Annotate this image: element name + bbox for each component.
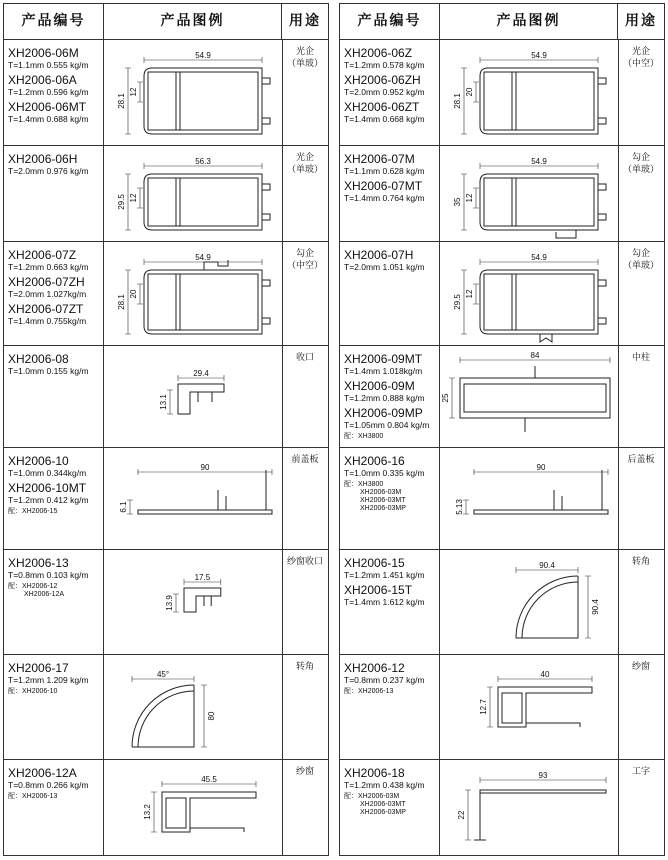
product-code: XH2006-07Z: [8, 248, 77, 262]
product-spec: T=1.2mm 0.596 kg/m: [8, 87, 89, 97]
product-code: XH2006-06A: [8, 73, 77, 87]
profile-drawing: [440, 760, 618, 856]
product-code: XH2006-12: [344, 661, 405, 675]
use-label: 后盖板: [627, 455, 655, 465]
profile-outline: [460, 366, 610, 432]
use-label: 光企: [295, 47, 314, 57]
dimension-label: 20: [129, 289, 138, 299]
use-label: 光企: [631, 47, 650, 57]
dimension-label: 54.9: [531, 253, 547, 262]
dimension-label: 29.4: [193, 369, 209, 378]
use-label: 工字: [631, 767, 650, 777]
product-spec: T=1.2mm 0.888 kg/m: [344, 393, 425, 403]
product-code-cell: [4, 346, 104, 447]
product-spec: T=2.0mm 0.952 kg/m: [344, 87, 425, 97]
use-cell: [282, 40, 328, 145]
product-row: [4, 345, 328, 447]
product-code: XH2006-07M: [344, 152, 415, 166]
product-drawing-cell: [104, 448, 283, 549]
product-spec: T=2.0mm 1.027kg/m: [8, 289, 87, 299]
product-drawing-cell: [440, 655, 619, 759]
product-code: XH2006-06M: [8, 46, 79, 60]
product-code: XH2006-06H: [8, 152, 78, 166]
dimension-label: 28.1: [117, 294, 126, 310]
product-row: [4, 654, 328, 759]
use-cell: [282, 146, 328, 241]
product-drawing-cell: [104, 655, 283, 759]
compatible-note: XH2006-03MT: [360, 801, 406, 808]
use-cell: [618, 242, 664, 345]
use-cell: [282, 760, 328, 855]
use-label: 前盖板: [291, 455, 319, 465]
product-code: XH2006-09M: [344, 379, 415, 393]
product-code: XH2006-06ZH: [344, 73, 421, 87]
product-drawing-cell: [104, 40, 283, 145]
product-code: XH2006-06ZT: [344, 100, 420, 114]
dimension-label: 13.2: [143, 804, 152, 820]
product-code-cell: [340, 760, 440, 855]
product-code: XH2006-10: [8, 454, 69, 468]
profile-outline: [144, 68, 270, 134]
product-spec: T=1.4mm 1.018kg/m: [344, 366, 423, 376]
product-spec: T=1.2mm 1.209 kg/m: [8, 675, 89, 685]
dimension-label: 40: [540, 670, 550, 679]
profile-outline: [178, 384, 224, 414]
product-code-cell: [340, 448, 440, 549]
dimension-label: 84: [530, 351, 540, 360]
profile-outline: [138, 470, 272, 514]
profile-outline: [516, 576, 578, 638]
product-code: XH2006-07ZH: [8, 275, 85, 289]
use-cell: [618, 760, 664, 855]
product-drawing-cell: [440, 40, 619, 145]
profile-drawing: [440, 146, 618, 242]
dimension-label: 90.4: [591, 599, 600, 615]
profile-outline: [480, 68, 606, 134]
profile-drawing: [104, 448, 282, 550]
compatible-note: 配：XH3800: [344, 433, 384, 440]
product-drawing-cell: [104, 346, 283, 447]
profile-outline: [184, 588, 221, 612]
product-code: XH2006-07MT: [344, 179, 423, 193]
profile-outline: [144, 260, 270, 334]
product-row: [340, 759, 664, 855]
profile-drawing: [440, 655, 618, 760]
use-label: 转角: [631, 557, 650, 567]
product-code: XH2006-06MT: [8, 100, 87, 114]
header-product-drawing: 产品图例: [440, 4, 618, 39]
product-drawing-cell: [440, 146, 619, 241]
product-spec: T=1.4mm 0.755kg/m: [8, 316, 87, 326]
profile-outline: [162, 792, 256, 832]
product-spec: T=1.4mm 0.668 kg/m: [344, 114, 425, 124]
product-row: [340, 145, 664, 241]
compatible-note: 配：XH2006-03M: [344, 793, 400, 800]
product-row: [340, 447, 664, 549]
use-label: （单玻）: [622, 261, 659, 271]
product-drawing-cell: [440, 448, 619, 549]
product-drawing-cell: [440, 550, 619, 654]
use-label: 勾企: [631, 249, 650, 259]
profile-outline: [480, 270, 606, 342]
dimension-label: 12.7: [479, 699, 488, 715]
product-code-cell: [4, 146, 104, 241]
dimension-label: 13.9: [165, 595, 174, 611]
profile-drawing: [440, 346, 618, 448]
product-spec: T=1.2mm 0.663 kg/m: [8, 262, 89, 272]
use-cell: [618, 655, 664, 759]
product-spec: T=0.8mm 0.266 kg/m: [8, 780, 89, 790]
dimension-label: 5.13: [455, 499, 464, 515]
product-code-cell: [340, 146, 440, 241]
product-code-cell: [340, 550, 440, 654]
use-cell: [618, 146, 664, 241]
compatible-note: 配：XH2006-13: [8, 793, 58, 800]
product-code-cell: [4, 40, 104, 145]
dimension-label: 6.1: [119, 501, 128, 513]
profile-drawing: [104, 146, 282, 242]
product-spec: T=1.4mm 0.688 kg/m: [8, 114, 89, 124]
profile-drawing: [440, 40, 618, 146]
product-row: [4, 241, 328, 345]
use-cell: [618, 40, 664, 145]
compatible-note: 配：XH2006-13: [344, 688, 394, 695]
product-code-cell: [340, 346, 440, 447]
use-label: （单玻）: [286, 59, 323, 69]
product-code: XH2006-12A: [8, 766, 77, 780]
profile-outline: [498, 687, 592, 727]
product-spec: T=1.4mm 1.612 kg/m: [344, 597, 425, 607]
dimension-label: 29.5: [117, 194, 126, 210]
dimension-label: 28.1: [117, 93, 126, 109]
compatible-note: XH2006-03MP: [360, 505, 406, 512]
dimension-label: 56.3: [195, 157, 211, 166]
product-spec: T=2.0mm 1.051 kg/m: [344, 262, 425, 272]
dimension-label: 90: [200, 463, 210, 472]
use-cell: [282, 346, 328, 447]
profile-outline: [144, 174, 270, 230]
profile-drawing: [104, 655, 282, 760]
dimension-label: 54.9: [531, 51, 547, 60]
product-row: [340, 549, 664, 654]
use-label: 勾企: [295, 249, 314, 259]
product-spec: T=2.0mm 0.976 kg/m: [8, 166, 89, 176]
profile-outline: [480, 174, 606, 238]
product-code: XH2006-10MT: [8, 481, 87, 495]
product-spec: T=1.2mm 0.578 kg/m: [344, 60, 425, 70]
compatible-note: XH2006-03M: [360, 489, 402, 496]
product-code-cell: [4, 760, 104, 855]
product-row: [4, 447, 328, 549]
use-label: 转角: [295, 662, 314, 672]
use-label: 纱窗: [295, 767, 314, 777]
profile-drawing: [104, 760, 282, 856]
product-code: XH2006-07H: [344, 248, 414, 262]
product-drawing-cell: [104, 242, 283, 345]
compatible-note: XH2006-03MT: [360, 497, 406, 504]
use-label: 纱窗收口: [286, 557, 323, 567]
product-code: XH2006-06Z: [344, 46, 413, 60]
product-drawing-cell: [440, 242, 619, 345]
product-spec: T=1.2mm 0.438 kg/m: [344, 780, 425, 790]
use-label: 勾企: [631, 153, 650, 163]
profile-outline: [474, 790, 606, 840]
use-label: 光企: [295, 153, 314, 163]
use-label: 中柱: [631, 353, 650, 363]
product-code-cell: [4, 550, 104, 654]
header-product-code: 产品编号: [4, 4, 104, 39]
use-label: 纱窗: [631, 662, 650, 672]
product-code: XH2006-17: [8, 661, 69, 675]
product-code-cell: [4, 655, 104, 759]
dimension-label: 45.5: [201, 775, 217, 784]
profile-drawing: [440, 242, 618, 346]
product-row: [340, 345, 664, 447]
product-drawing-cell: [104, 760, 283, 855]
product-code-cell: [4, 242, 104, 345]
dimension-label: 12: [129, 193, 138, 203]
product-code-cell: [4, 448, 104, 549]
dimension-label: 12: [465, 289, 474, 299]
header-use: 用途: [625, 13, 657, 29]
dimension-label: 54.9: [195, 51, 211, 60]
dimension-label: 45°: [156, 670, 170, 679]
profile-drawing: [440, 448, 618, 550]
product-spec: T=1.2mm 1.451 kg/m: [344, 570, 425, 580]
dimension-label: 29.5: [453, 294, 462, 310]
product-drawing-cell: [440, 760, 619, 855]
left-product-table: [3, 3, 329, 856]
dimension-label: 22: [457, 810, 466, 820]
profile-drawing: [104, 40, 282, 146]
right-product-table: [339, 3, 665, 856]
use-label: （中空）: [286, 261, 323, 271]
use-label: （单玻）: [286, 165, 323, 175]
profile-drawing: [104, 346, 282, 448]
product-spec: T=1.0mm 0.344kg/m: [8, 468, 87, 478]
dimension-label: 12: [129, 87, 138, 97]
product-spec: T=0.8mm 0.103 kg/m: [8, 570, 89, 580]
compatible-note: 配：XH2006-15: [8, 508, 58, 515]
dimension-label: 13.1: [159, 394, 168, 410]
product-row: [4, 39, 328, 145]
product-code: XH2006-07ZT: [8, 302, 84, 316]
product-spec: T=1.2mm 0.412 kg/m: [8, 495, 89, 505]
product-row: [4, 145, 328, 241]
use-label: （中空）: [622, 59, 659, 69]
use-cell: [618, 346, 664, 447]
use-cell: [618, 448, 664, 549]
product-row: [340, 39, 664, 145]
product-spec: T=1.1mm 0.555 kg/m: [8, 60, 89, 70]
use-cell: [282, 448, 328, 549]
product-spec: T=1.0mm 0.155 kg/m: [8, 366, 89, 376]
product-code: XH2006-15T: [344, 583, 413, 597]
product-row: [4, 549, 328, 654]
dimension-label: 80: [207, 711, 216, 721]
dimension-label: 90: [536, 463, 546, 472]
dimension-label: 54.9: [195, 253, 211, 262]
product-code: XH2006-16: [344, 454, 405, 468]
use-cell: [618, 550, 664, 654]
dimension-label: 28.1: [453, 93, 462, 109]
product-code: XH2006-09MP: [344, 406, 423, 420]
dimension-label: 35: [453, 197, 462, 207]
dimension-label: 20: [465, 87, 474, 97]
profile-drawing: [104, 550, 282, 655]
dimension-label: 54.9: [531, 157, 547, 166]
use-cell: [282, 550, 328, 654]
profile-outline: [474, 470, 608, 514]
compatible-note: XH2006-12A: [24, 591, 65, 598]
product-row: [340, 654, 664, 759]
use-label: 收口: [295, 353, 314, 363]
compatible-note: 配：XH2006-12: [8, 583, 58, 590]
product-spec: T=1.1mm 0.628 kg/m: [344, 166, 425, 176]
use-label: （单玻）: [622, 165, 659, 175]
product-row: [340, 241, 664, 345]
header-product-drawing: 产品图例: [104, 4, 282, 39]
profile-drawing: [440, 550, 618, 655]
use-cell: [282, 655, 328, 759]
compatible-note: 配：XH2006-10: [8, 688, 58, 695]
use-cell: [282, 242, 328, 345]
product-drawing-cell: [104, 550, 283, 654]
product-spec: T=0.8mm 0.237 kg/m: [344, 675, 425, 685]
product-code: XH2006-09MT: [344, 352, 423, 366]
product-drawing-cell: [104, 146, 283, 241]
compatible-note: 配：XH3800: [344, 481, 384, 488]
dimension-label: 17.5: [194, 573, 211, 582]
dimension-label: 93: [538, 771, 548, 780]
dimension-label: 25: [441, 393, 450, 403]
product-code-cell: [340, 655, 440, 759]
product-code: XH2006-13: [8, 556, 69, 570]
dimension-label: 90.4: [539, 561, 555, 570]
product-code-cell: [340, 242, 440, 345]
profile-drawing: [104, 242, 282, 346]
dimension-label: 12: [465, 193, 474, 203]
compatible-note: XH2006-03MP: [360, 809, 406, 816]
product-spec: T=1.05mm 0.804 kg/m: [344, 420, 430, 430]
product-code: XH2006-18: [344, 766, 405, 780]
profile-outline: [132, 685, 194, 747]
product-spec: T=1.0mm 0.335 kg/m: [344, 468, 425, 478]
header-use: 用途: [289, 13, 321, 29]
product-row: [4, 759, 328, 855]
product-drawing-cell: [440, 346, 619, 447]
product-code: XH2006-08: [8, 352, 69, 366]
product-spec: T=1.4mm 0.764 kg/m: [344, 193, 425, 203]
product-code-cell: [340, 40, 440, 145]
product-code: XH2006-15: [344, 556, 405, 570]
header-product-code: 产品编号: [340, 4, 440, 39]
